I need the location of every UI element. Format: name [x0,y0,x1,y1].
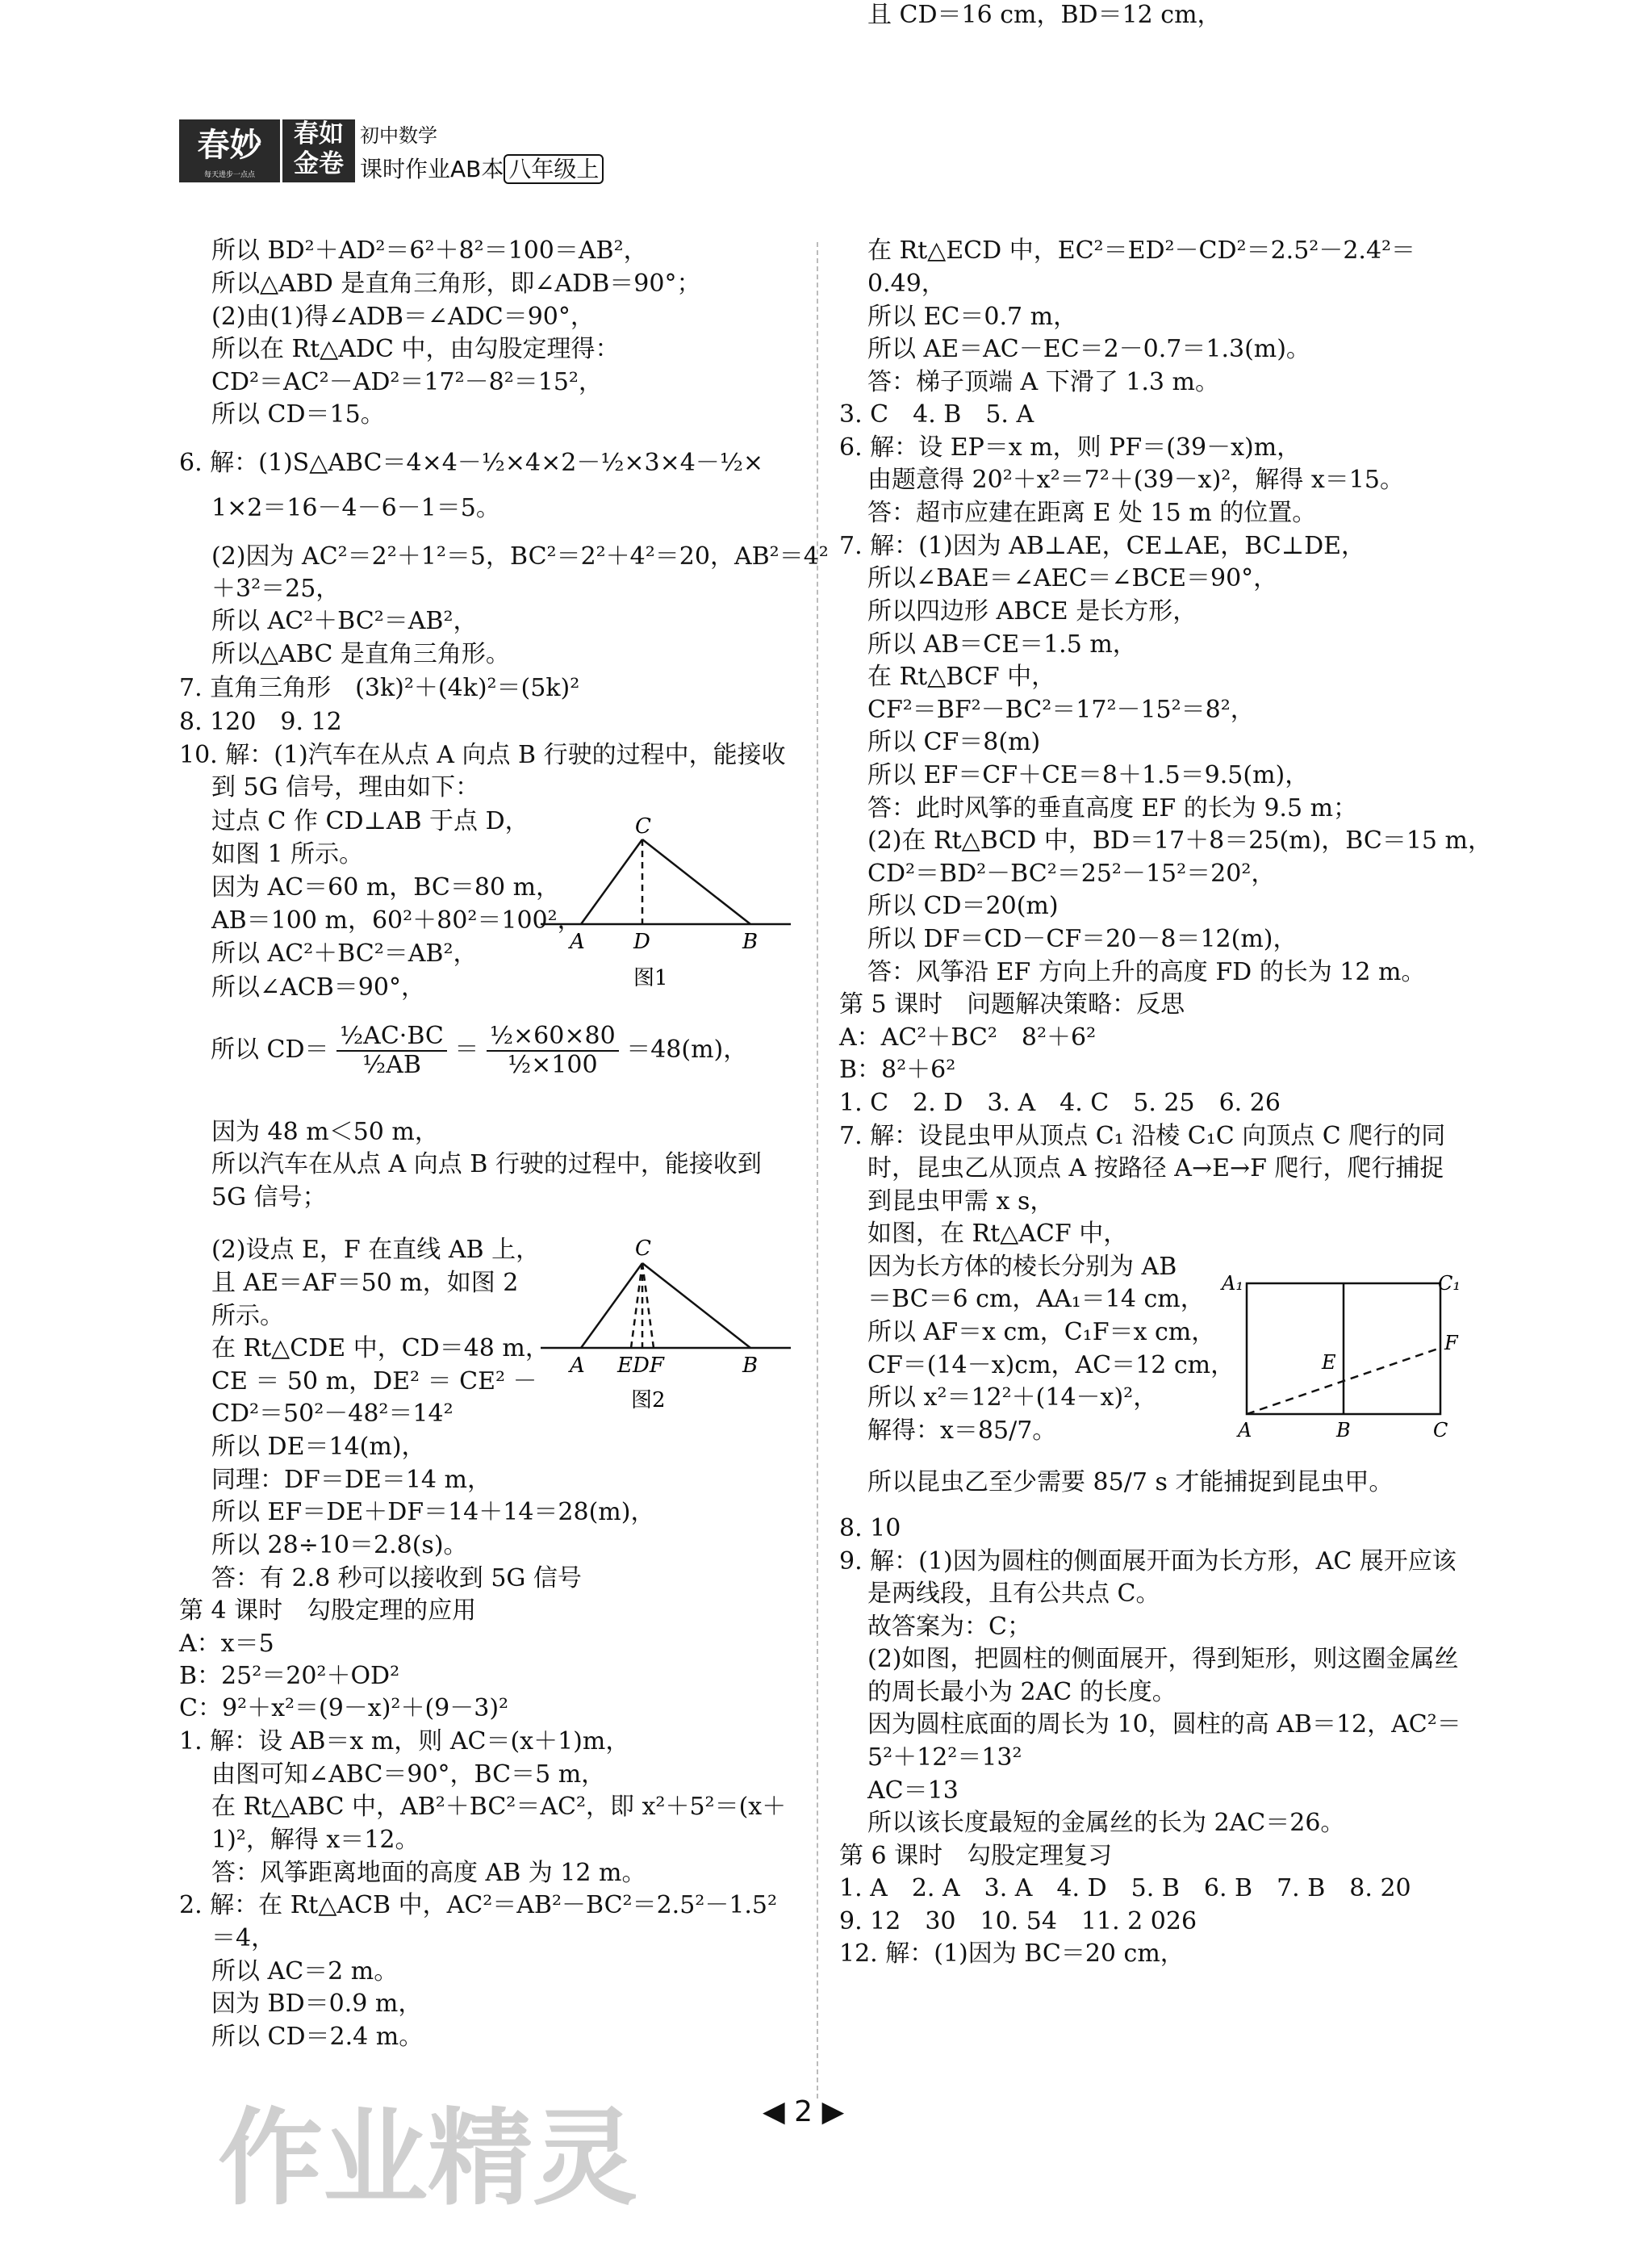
right-text-line: 1. A 2. A 3. A 4. D 5. B 6. B 7. B 8. 20 [839,1874,1411,1902]
right-text-line: 第 5 课时 问题解决策略：反思 [839,990,1185,1019]
left-text-line: 到 5G 信号，理由如下： [211,773,480,801]
right-text-line: 所以 AF＝x cm，C₁F＝x cm， [867,1318,1216,1346]
fig2-label-a: A [570,1354,585,1378]
right-text-line: AC＝13 [867,1776,959,1805]
left-text-line: ＋3²＝25， [211,575,341,603]
column-divider [817,242,818,2099]
left-text-line: 在 Rt△ABC 中，AB²＋BC²＝AC²，即 x²＋5²＝(x＋ [211,1793,787,1821]
right-text-line: CD²＝BD²－BC²＝25²－15²＝20²， [867,860,1276,888]
series-title: 课时作业AB本 八年级上 [360,152,604,184]
right-text-line: (2)如图，把圆柱的侧面展开，得到矩形，则这圈金属丝 [867,1645,1459,1673]
right-text-line: 所以 AB＝CE＝1.5 m， [867,630,1137,659]
left-text-line: 10. 解：(1)汽车在从点 A 向点 B 行驶的过程中，能接收 [179,741,786,769]
left-text-line: 如图 1 所示。 [211,840,364,868]
right-text-line: 1. C 2. D 3. A 4. C 5. 25 6. 26 [839,1089,1281,1117]
right-text-line: 7. 解：(1)因为 AB⊥AE，CE⊥AE，BC⊥DE， [839,532,1366,560]
left-text-line: CE ＝ 50 m，DE² ＝ CE² － [211,1367,537,1396]
right-text-line: 9. 12 30 10. 54 11. 2 026 [839,1907,1197,1935]
left-text-line: 2. 解：在 Rt△ACB 中，AC²＝AB²－BC²＝2.5²－1.5² [179,1891,778,1919]
right-text-line: 答：风筝沿 EF 方向上升的高度 FD 的长为 12 m。 [867,958,1426,986]
right-text-line: B：8²＋6² [839,1056,956,1084]
right-text-line: 所以昆虫乙至少需要 85/7 s 才能捕捉到昆虫甲。 [867,1468,1394,1496]
left-text-line: CD²＝50²－48²＝14² [211,1400,453,1428]
right-text-line: 所以四边形 ABCE 是长方形， [867,597,1197,626]
right-text-line: 所以 DF＝CD－CF＝20－8＝12(m)， [867,925,1298,953]
fig1-label-a: A [570,930,585,954]
left-text-line: 答：有 2.8 秒可以接收到 5G 信号 [211,1564,582,1592]
left-text-line: 过点 C 作 CD⊥AB 于点 D， [211,807,529,835]
right-text-line: 因为圆柱底面的周长为 10，圆柱的高 AB＝12，AC²＝ [867,1710,1461,1739]
right-text-line: 在 Rt△BCF 中， [867,663,1056,691]
fig2-label-edf: EDF [617,1354,664,1378]
right-text-line: (2)在 Rt△BCD 中，BD＝17＋8＝25(m)，BC＝15 m， [867,826,1492,855]
left-text-line: 所以 AC＝2 m。 [211,1957,399,1986]
left-text-line: C：9²＋x²＝(9－x)²＋(9－3)² [179,1694,509,1722]
left-text-line: 所以 AC²＋BC²＝AB²， [211,607,478,635]
right-text-line: 所以 CF＝8(m) [867,728,1041,756]
right-text-line: 第 6 课时 勾股定理复习 [839,1842,1113,1870]
figure-1-triangle [541,815,799,1001]
left-text-line: 由图可知∠ABC＝90°，BC＝5 m， [211,1760,606,1789]
left-text-line: 因为 AC＝60 m，BC＝80 m， [211,873,561,902]
right-text-line: 所以 AE＝AC－EC＝2－0.7＝1.3(m)。 [867,335,1310,363]
book-header [179,119,607,182]
fig3-label-c: C [1433,1419,1448,1442]
subject-label: 初中数学 [360,124,437,147]
right-text-line: 所以∠BAE＝∠AEC＝∠BCE＝90°， [867,564,1278,592]
right-text-line: ＝BC＝6 cm，AA₁＝14 cm， [867,1285,1205,1313]
left-text-line: 所以 DE＝14(m)， [211,1433,426,1461]
figure-3-rectangle [1218,1267,1461,1445]
right-text-line: 6. 解：设 EP＝x m，则 PF＝(39－x)m， [839,433,1302,462]
right-text-line: 3. C 4. B 5. A [839,400,1034,429]
fig3-label-f: F [1444,1332,1458,1354]
left-text-line: 且 AE＝AF＝50 m，如图 2 [211,1269,519,1297]
fig1-label-d: D [633,930,650,954]
right-text-line: 时，昆虫乙从顶点 A 按路径 A→E→F 爬行，爬行捕捉 [867,1154,1444,1182]
left-text-line: 所以△ABD 是直角三角形，即∠ADB＝90°； [211,270,701,298]
right-text-line: 9. 解：(1)因为圆柱的侧面展开面为长方形，AC 展开应该 [839,1547,1457,1575]
fig3-label-a1: A₁ [1222,1272,1243,1295]
right-text-line: CF²＝BF²－BC²＝17²－15²＝8²， [867,696,1255,724]
left-text-line: 所以 CD＝2.4 m。 [211,2023,424,2051]
left-text-line: 1×2＝16－4－6－1＝5。 [211,494,500,522]
left-text-line: 所以 CD＝15。 [211,400,385,429]
left-text-line: AB＝100 m，60²＋80²＝100²， [211,906,582,935]
left-text-line: 所示。 [211,1302,284,1330]
fig3-label-a: A [1238,1419,1252,1442]
left-text-line: 1. 解：设 AB＝x m，则 AC＝(x＋1)m， [179,1727,630,1755]
left-text-line: (2)设点 E，F 在直线 AB 上， [211,1236,541,1264]
fig3-label-e: E [1322,1351,1336,1374]
right-text-line: 答：超市应建在距离 E 处 15 m 的位置。 [867,499,1317,527]
page-number: ◀ 2 ▶ [763,2095,845,2128]
publisher-logo: 春妙 每天进步一点点 [179,119,280,182]
right-text-line: 解得：x＝85/7。 [867,1416,1057,1445]
figure-2-triangle [541,1231,799,1416]
left-text-line: 答：风筝距离地面的高度 AB 为 12 m。 [211,1859,646,1887]
left-text-line: 因为 48 m＜50 m， [211,1118,439,1146]
left-text-line: 所以 EF＝DE＋DF＝14＋14＝28(m)， [211,1498,655,1526]
fig2-label-c: C [635,1237,651,1261]
left-text-line: ＝4， [211,1924,276,1952]
fraction-line: 所以 CD＝ $\frac{\text{½AC·BC}}{\text{½AB}}$ ＝ $\frac{\text{½×60×80}}{\text{½×100}}$ ＝48(m)， [211,1022,748,1079]
right-text-line: CF＝(14－x)cm，AC＝12 cm， [867,1351,1235,1379]
fig3-label-b: B [1336,1419,1351,1442]
right-text-line: 答：此时风筝的垂直高度 EF 的长为 9.5 m； [867,794,1358,822]
right-text-line: 因为长方体的棱长分别为 AB [867,1253,1177,1281]
left-text-line: 8. 120 9. 12 [179,708,342,736]
right-text-line: 在 Rt△ECD 中，EC²＝ED²－CD²＝2.5²－2.4²＝ [867,236,1416,265]
brand-mark: 春如 金卷 [282,119,355,182]
left-text-line: 所以汽车在从点 A 向点 B 行驶的过程中，能接收到 [211,1150,762,1178]
left-text-line: 同理：DF＝DE＝14 m， [211,1466,491,1494]
left-text-line: 第 4 课时 勾股定理的应用 [179,1596,477,1625]
left-text-line: 所以 BD²＋AD²＝6²＋8²＝100＝AB²， [211,236,648,265]
left-text-line: 所以 28÷10＝2.8(s)。 [211,1531,468,1559]
right-text-line: 答：梯子顶端 A 下滑了 1.3 m。 [867,368,1219,396]
right-text-line: 故答案为：C； [867,1613,1031,1641]
fig3-label-c1: C₁ [1438,1272,1461,1295]
left-text-line: (2)由(1)得∠ADB＝∠ADC＝90°， [211,303,595,331]
right-text-line: 的周长最小为 2AC 的长度。 [867,1678,1177,1706]
left-text-line: 所以在 Rt△ADC 中，由勾股定理得： [211,335,620,363]
fig1-caption: 图1 [633,966,668,990]
right-text-line: 所以 x²＝12²＋(14－x)²， [867,1383,1158,1412]
right-text-line: 所以 CD＝20(m) [867,892,1059,920]
fig2-label-b: B [742,1354,759,1378]
right-text-line: 所以该长度最短的金属丝的长为 2AC＝26。 [867,1809,1345,1837]
left-text-line: 6. 解：(1)S△ABC＝4×4－½×4×2－½×3×4－½× [179,449,764,477]
fig1-label-c: C [635,815,651,839]
right-text-line: 5²＋12²＝13² [867,1743,1022,1772]
left-text-line: 所以∠ACB＝90°， [211,973,425,1002]
left-text-line: 所以 AC²＋BC²＝AB²， [211,939,478,968]
right-text-line: 12. 解：(1)因为 BC＝20 cm， [839,1940,1185,1968]
left-text-line: B：25²＝20²＋OD² [179,1662,400,1690]
left-text-line: A：x＝5 [179,1630,274,1658]
right-text-line: 到昆虫甲需 x s， [867,1187,1055,1216]
right-text-line: 所以 EC＝0.7 m， [867,303,1078,331]
right-text-line: 0.49， [867,270,946,298]
right-text-line: A：AC²＋BC² 8²＋6² [839,1023,1097,1052]
left-text-line: 所以△ABC 是直角三角形。 [211,640,510,668]
left-text-line: 因为 BD＝0.9 m， [211,1990,423,2018]
fig2-caption: 图2 [631,1388,666,1412]
watermark: 作业精灵 [218,2097,638,2220]
fig1-label-b: B [742,930,759,954]
left-text-line: 在 Rt△CDE 中，CD＝48 m， [211,1334,550,1362]
right-text-line: 是两线段，且有公共点 C。 [867,1580,1160,1608]
left-text-line: 7. 直角三角形 (3k)²＋(4k)²＝(5k)² [179,674,580,702]
right-text-line: 如图，在 Rt△ACF 中， [867,1220,1128,1248]
right-text-line: 由题意得 20²＋x²＝7²＋(39－x)²，解得 x＝15。 [867,466,1404,494]
grade-badge: 八年级上 [504,154,604,184]
right-text-line: 且 CD＝16 cm，BD＝12 cm， [867,1,1222,29]
right-text-line: 8. 10 [839,1514,901,1542]
right-text-line: 所以 EF＝CF＋CE＝8＋1.5＝9.5(m)， [867,761,1310,789]
left-text-line: 5G 信号； [211,1183,327,1211]
left-text-line: CD²＝AC²－AD²＝17²－8²＝15²， [211,368,603,396]
left-text-line: 1)²，解得 x＝12。 [211,1826,420,1854]
right-text-line: 7. 解：设昆虫甲从顶点 C₁ 沿棱 C₁C 向顶点 C 爬行的同 [839,1122,1446,1150]
left-text-line: (2)因为 AC²＝2²＋1²＝5，BC²＝2²＋4²＝20，AB²＝4² [211,542,829,571]
